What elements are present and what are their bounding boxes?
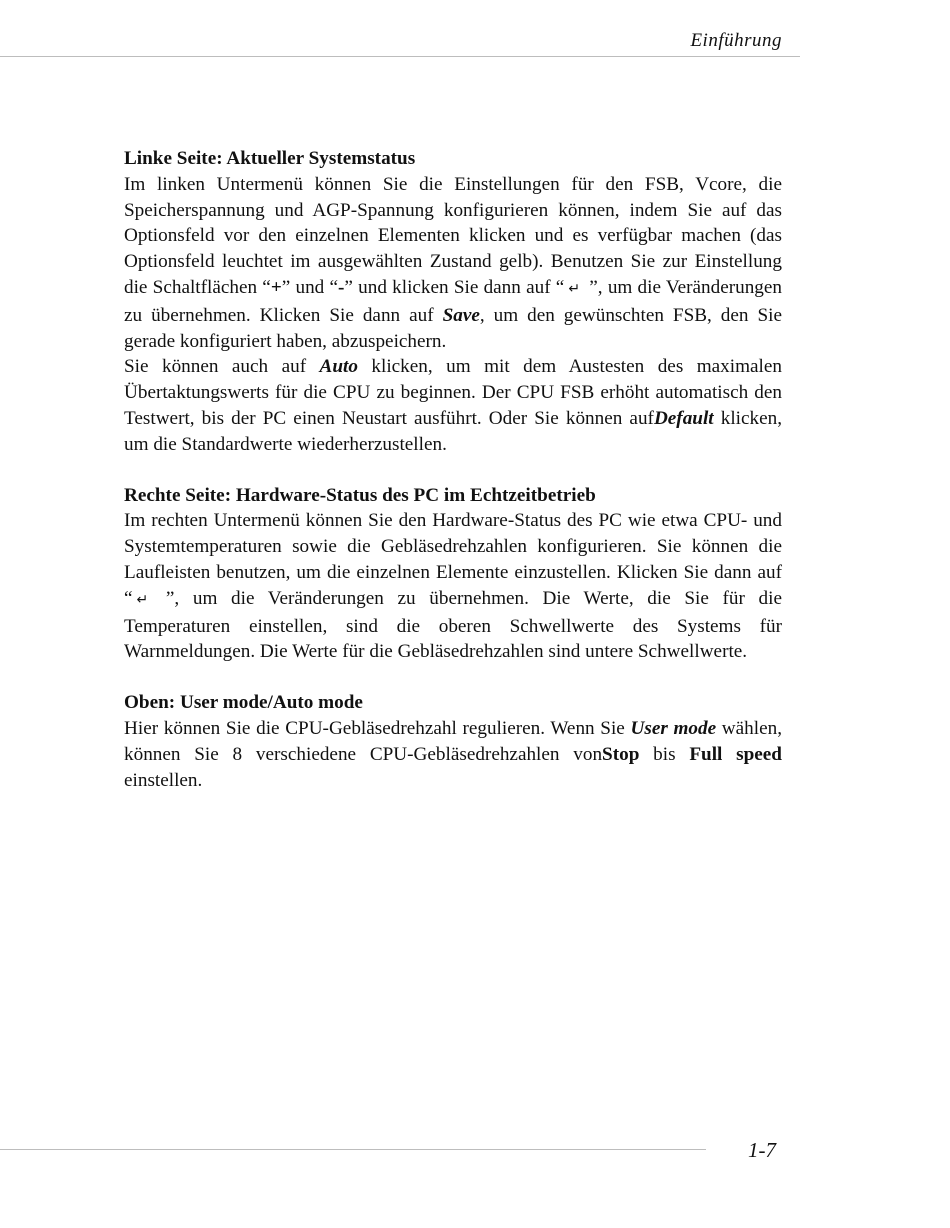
- bold-term: -: [338, 276, 345, 298]
- section: [124, 690, 782, 793]
- bold-term: Full speed: [689, 743, 782, 765]
- page-header-title: Einführung: [690, 30, 782, 51]
- emphasized-term: Auto: [319, 356, 358, 378]
- text-run: klicken, um die Standardwerte wiederherzustellen.: [124, 407, 783, 455]
- page-content: [124, 146, 782, 818]
- enter-icon: ↵: [568, 280, 581, 297]
- emphasized-term: Default: [653, 407, 714, 429]
- page-number: 1-7: [748, 1138, 776, 1162]
- bold-term: Stop: [602, 743, 640, 765]
- section-heading: Oben: User mode/Auto mode: [124, 692, 363, 714]
- text-run: klicken, um mit dem Austesten des maximalen Übertaktungswerts für die CPU zu beginnen. Der CPU FSB erhöht automatisch den Testwert, bis der PC einen Neustart ausführt. Oder Sie können auf: [124, 356, 782, 429]
- paragraph: [124, 172, 782, 355]
- text-run: ” und “: [281, 276, 339, 298]
- text-run: wählen, können Sie 8 verschiedene CPU-Gebläsedrehzahlen von: [124, 717, 782, 765]
- text-run: Sie können auch auf: [124, 356, 320, 378]
- paragraph: [124, 354, 782, 457]
- paragraph: [124, 716, 782, 793]
- text-run: ”, um die Veränderungen zu übernehmen. Die Werte, die Sie für die Temperaturen einstellen, sind die oberen Schwellwerte des Systems für Warnmeldungen. Die Werte für die Gebläsedrehzahlen sind untere Schwellwerte.: [124, 587, 782, 663]
- section-heading: Rechte Seite: Hardware-Status des PC im Echtzeitbetrieb: [124, 484, 596, 506]
- text-run: ”, um die Veränderungen zu übernehmen. Klicken Sie dann auf: [124, 276, 782, 326]
- section-heading: Linke Seite: Aktueller Systemstatus: [124, 148, 416, 169]
- header-divider: [0, 56, 800, 57]
- text-run: Hier können Sie die CPU-Gebläsedrehzahl regulieren. Wenn Sie: [124, 717, 631, 739]
- section: [124, 483, 782, 666]
- emphasized-term: Save: [442, 304, 480, 326]
- footer-divider: [0, 1149, 706, 1150]
- text-run: , um den gewünschten FSB, den Sie gerade konfiguriert haben, abzuspeichern.: [124, 304, 782, 352]
- text-run: bis: [639, 743, 690, 765]
- section: [124, 146, 782, 458]
- text-run: Im linken Untermenü können Sie die Einstellungen für den FSB, Vcore, die Speicherspannung und AGP-Spannung konfigurieren können, indem Sie auf das Optionsfeld vor den einzelnen Elementen klicken und es verfügbar machen (das Optionsfeld leuchtet im ausgewählten Zustand gelb). Benutzen Sie zur Einstellung die Schaltflächen “: [124, 173, 782, 298]
- text-run: einstellen.: [124, 769, 203, 791]
- bold-term: +: [270, 276, 282, 298]
- paragraph: [124, 508, 782, 665]
- text-run: Im rechten Untermenü können Sie den Hardware-Status des PC wie etwa CPU- und Systemtemperaturen sowie die Gebläsedrehzahlen konfigurieren. Sie können die Laufleisten benutzen, um die einzelnen Elemente einzustellen. Klicken Sie dann auf “: [124, 510, 782, 609]
- text-run: ” und klicken Sie dann auf “: [344, 276, 565, 298]
- emphasized-term: User mode: [630, 717, 717, 739]
- enter-icon: ↵: [136, 591, 149, 608]
